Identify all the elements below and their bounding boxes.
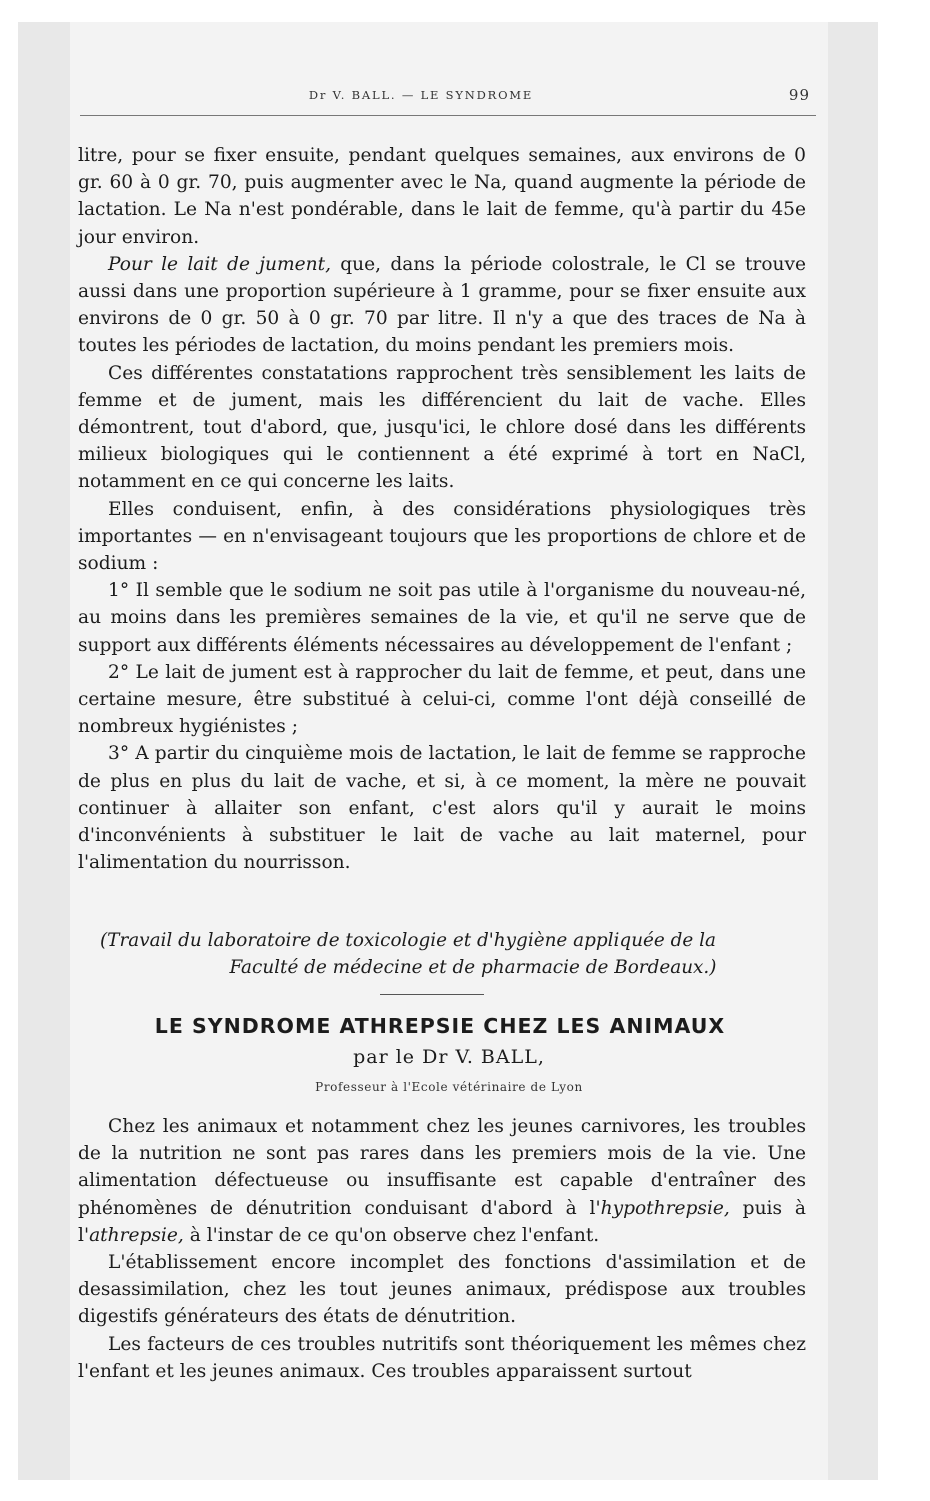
paragraph: litre, pour se fixer ensuite, pendant quelques semaines, aux environs de 0 gr. 60 à 0 gr. 70, puis augmenter avec le Na, quand augmente la période de lactation. Le Na n'est pondérable, dans le lait de femme, qu'à partir du 45e jour environ. [78, 145, 806, 248]
text-run: puis à l' [78, 1197, 806, 1246]
paragraph-rest: que, dans la période colostrale, le Cl se trouve aussi dans une proportion supérieure à 1 gramme, pour se fixer ensuite aux environs de 0 gr. 50 à 0 gr. 70 par litre. Il n'y a que des traces de Na à toutes les périodes de lactation, du moins pendant les premiers mois. [78, 253, 806, 357]
header-rule [80, 115, 816, 116]
body-text-lower [78, 1113, 806, 1385]
running-header [92, 88, 810, 110]
paragraph: Ces différentes constatations rapprochent très sensiblement les laits de femme et de jument, mais les différencient du lait de vache. Elles démontrent, tout d'abord, que, jusqu'ici, le chlore dosé dans les différents milieux biologiques qui le contiennent a été exprimé à tort en NaCl, notamment en ce qui concerne les laits. [78, 362, 806, 493]
section-separator [380, 994, 484, 995]
italic-lead: Pour le lait de jument, [108, 253, 331, 275]
list-item-2: 2° Le lait de jument est à rapprocher du lait de femme, et peut, dans une certaine mesure, être substitué à celui-ci, comme l'ont déjà conseillé de nombreux hygiénistes ; [78, 661, 806, 738]
scan-background [18, 22, 878, 1480]
text-run: à l'instar de ce qu'on observe chez l'enfant. [183, 1224, 600, 1246]
credit-line-2: Faculté de médecine et de pharmacie de Bordeaux.) [229, 957, 717, 979]
page-number: 99 [788, 86, 810, 104]
page [70, 22, 828, 1480]
body-text-upper [78, 142, 806, 876]
list-item-1: 1° Il semble que le sodium ne soit pas utile à l'organisme du nouveau-né, au moins dans les premières semaines de la vie, et qu'il ne serve que de support aux différents éléments nécessaires au développement de l'enfant ; [78, 580, 806, 656]
paragraph: Les facteurs de ces troubles nutritifs sont théoriquement les mêmes chez l'enfant et les jeunes animaux. Ces troubles apparaissent surtout [78, 1333, 806, 1382]
paragraph: L'établissement encore incomplet des fonctions d'assimilation et de desassimilation, chez les tout jeunes animaux, prédispose aux troubles digestifs générateurs des états de dénutrition. [78, 1252, 806, 1328]
paragraph-jument [78, 251, 806, 360]
lab-credit [100, 927, 806, 981]
credit-line-1: (Travail du laboratoire de toxicologie et d'hygiène appliquée de la [100, 930, 717, 951]
author-affiliation: Professeur à l'Ecole vétérinaire de Lyon [315, 1080, 583, 1094]
paragraph: Elles conduisent, enfin, à des considérations physiologiques très importantes — en n'envisageant toujours que les proportions de chlore et de sodium : [78, 498, 806, 575]
running-title: Dr V. BALL. — LE SYNDROME [308, 88, 534, 102]
text-run: Chez les animaux et notamment chez les jeunes carnivores, les troubles de la nutrition ne sont pas rares dans les premiers mois de la vie. Une alimentation défectueuse ou insuffisante est capable d'entraîner des phénomènes de dénutrition conduisant d'abord à l' [78, 1116, 806, 1219]
term-athrepsie: athrepsie, [89, 1224, 184, 1246]
article-byline: par le Dr V. BALL, [353, 1046, 545, 1068]
article-title: LE SYNDROME ATHREPSIE CHEZ LES ANIMAUX [154, 1014, 726, 1038]
list-item-3: 3° A partir du cinquième mois de lactation, le lait de femme se rapproche de plus en plus du lait de vache, et si, à ce moment, la mère ne pouvait continuer à allaiter son enfant, c'est alors qu'il y aurait le moins d'inconvénients à substituer le lait de vache au lait maternel, pour l'alimentation du nourrisson. [78, 743, 806, 874]
paragraph-intro [78, 1113, 806, 1249]
term-hypothrepsie: hypothrepsie, [600, 1197, 730, 1219]
